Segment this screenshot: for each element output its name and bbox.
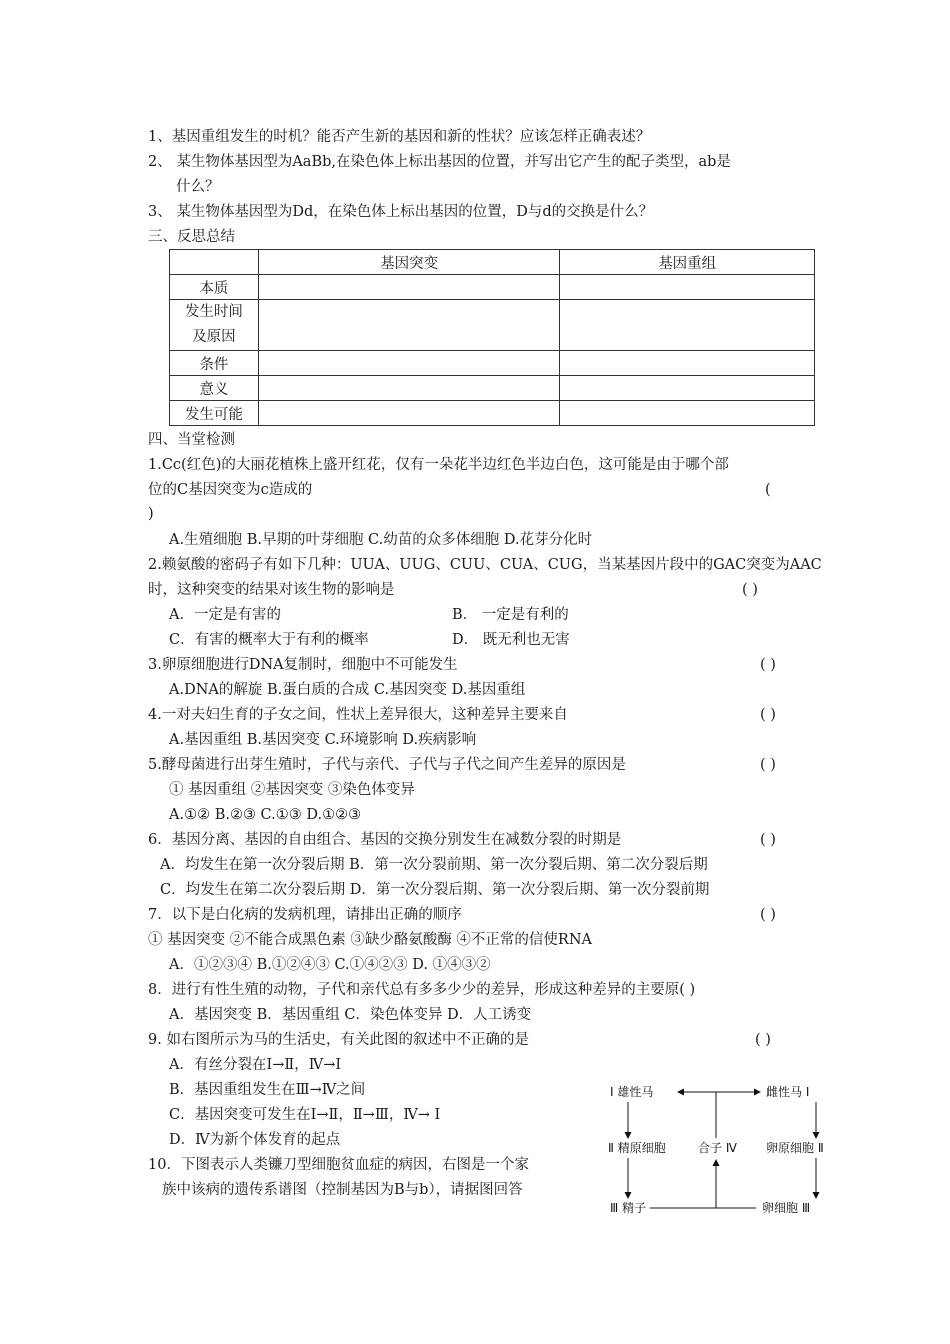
q7-stem: 7．以下是白化病的发病机理，请排出正确的顺序 <box>148 907 462 923</box>
table-header-recombination: 基因重组 <box>560 250 815 275</box>
answer-cell[interactable] <box>560 376 815 401</box>
answer-cell[interactable] <box>560 300 815 351</box>
q1-stem-line-1: 1.Cc(红色)的大丽花植株上盛开红花，仅有一朵花半边红色半边白色，这可能是由于哪个部 <box>148 457 729 473</box>
row-label: 发生可能 <box>170 401 259 426</box>
q1-stem-line-2: 位的C基因突变为c造成的 <box>148 482 313 498</box>
q9-option-b: B．基因重组发生在Ⅲ→Ⅳ之间 <box>169 1082 366 1098</box>
q4-stem: 4.一对夫妇生育的子女之间，性状上差异很大，这种差异主要来自 <box>148 707 568 723</box>
q2-option-b: B． 一定是有利的 <box>452 607 569 623</box>
table-row <box>170 376 815 401</box>
question-2-line-1: 2、 某生物体基因型为AaBb,在染色体上标出基因的位置，并写出它产生的配子类型，ab是 <box>148 154 731 170</box>
q5-stem: 5.酵母菌进行出芽生殖时，子代与亲代、子代与子代之间产生差异的原因是 <box>148 757 626 773</box>
node-spermatogonium: Ⅱ 精原细胞 <box>608 1141 666 1155</box>
q6-options-ab: A．均发生在第一次分裂后期 B．第一次分裂前期、第一次分裂后期、第二次分裂后期 <box>160 857 708 873</box>
q3-stem: 3.卵原细胞进行DNA复制时，细胞中不可能发生 <box>148 657 458 673</box>
q2-stem-line-1: 2.赖氨酸的密码子有如下几种：UUA、UUG、CUU、CUA、CUG，当某基因片段中的GAC突变为AAC <box>148 557 822 573</box>
q8-stem: 8．进行有性生殖的动物，子代和亲代总有多多少少的差异，形成这种差异的主要原( ) <box>148 982 696 998</box>
q2-option-d: D． 既无利也无害 <box>452 632 570 648</box>
row-label: 本质 <box>170 275 259 300</box>
q5-answer-bracket: ( ) <box>760 757 776 773</box>
node-female-horse: 雌性马 Ⅰ <box>766 1085 810 1099</box>
q4-options: A.基因重组 B.基因突变 C.环境影响 D.疾病影响 <box>169 732 477 748</box>
question-2-line-2: 什么？ <box>176 179 220 195</box>
table-row <box>170 275 815 300</box>
summary-table <box>169 249 815 426</box>
q2-option-c: C．有害的概率大于有利的概率 <box>169 632 369 648</box>
answer-cell[interactable] <box>560 351 815 376</box>
row-label <box>170 300 259 351</box>
q5-statements: ① 基因重组 ②基因突变 ③染色体变异 <box>169 782 415 798</box>
q8-options: A．基因突变 B．基因重组 C．染色体变异 D．人工诱变 <box>169 1007 532 1023</box>
q6-options-cd: C．均发生在第二次分裂后期 D．第一次分裂后期、第一次分裂后期、第一次分裂前期 <box>160 882 710 898</box>
question-1: 1、基因重组发生的时机？能否产生新的基因和新的性状？应该怎样正确表述？ <box>148 129 651 145</box>
answer-cell[interactable] <box>258 351 560 376</box>
question-3: 3、 某生物体基因型为Dd，在染色体上标出基因的位置，D与d的交换是什么？ <box>148 204 654 220</box>
table-header-mutation: 基因突变 <box>258 250 560 275</box>
q5-options: A.①② B.②③ C.①③ D.①②③ <box>169 807 362 823</box>
section-4-title: 四、当堂检测 <box>148 432 235 448</box>
q6-answer-bracket: ( ) <box>760 832 776 848</box>
q9-stem: 9. 如右图所示为马的生活史，有关此图的叙述中不正确的是 <box>148 1032 529 1048</box>
horse-life-cycle-diagram <box>606 1080 846 1220</box>
row-label-line-1: 发生时间 <box>184 304 243 320</box>
q4-answer-bracket: ( ) <box>760 707 776 723</box>
q1-answer-bracket-close: ) <box>148 506 154 522</box>
answer-cell[interactable] <box>560 401 815 426</box>
q1-options: A.生殖细胞 B.早期的叶芽细胞 C.幼苗的众多体细胞 D.花芽分化时 <box>169 532 593 548</box>
row-label: 条件 <box>170 351 259 376</box>
row-label-line-2: 及原因 <box>192 329 236 345</box>
table-row <box>170 300 815 351</box>
q9-option-d: D．Ⅳ为新个体发育的起点 <box>169 1132 341 1148</box>
q3-answer-bracket: ( ) <box>760 657 776 673</box>
q1-answer-bracket-open: ( <box>765 482 771 498</box>
q2-answer-bracket: ( ) <box>742 582 758 598</box>
q3-options: A.DNA的解旋 B.蛋白质的合成 C.基因突变 D.基因重组 <box>169 682 526 698</box>
q10-stem-line-1: 10．下图表示人类镰刀型细胞贫血症的病因，右图是一个家 <box>148 1157 529 1173</box>
q7-options: A．①②③④ B.①②④③ C.①④②③ D. ①④③② <box>169 957 491 973</box>
node-oogonium: 卵原细胞 Ⅱ <box>766 1141 824 1155</box>
answer-cell[interactable] <box>258 376 560 401</box>
q9-option-c: C．基因突变可发生在Ⅰ→Ⅱ，Ⅱ→Ⅲ，Ⅳ→ Ⅰ <box>169 1107 441 1123</box>
section-3-title: 三、反思总结 <box>148 229 235 245</box>
table-header-row <box>170 250 815 275</box>
q7-statements: ① 基因突变 ②不能合成黑色素 ③缺少酪氨酸酶 ④不正常的信使RNA <box>148 932 593 948</box>
q10-stem-line-2: 族中该病的遗传系谱图（控制基因为B与b），请据图回答 <box>162 1182 523 1198</box>
answer-cell[interactable] <box>258 300 560 351</box>
node-egg: 卵细胞 Ⅲ <box>762 1201 811 1215</box>
table-row <box>170 401 815 426</box>
q2-option-a: A．一定是有害的 <box>169 607 281 623</box>
row-label: 意义 <box>170 376 259 401</box>
q9-answer-bracket: ( ) <box>755 1032 771 1048</box>
answer-cell[interactable] <box>560 275 815 300</box>
q2-stem-line-2: 时，这种突变的结果对该生物的影响是 <box>148 582 395 598</box>
table-row <box>170 351 815 376</box>
q6-stem: 6．基因分离、基因的自由组合、基因的交换分别发生在减数分裂的时期是 <box>148 832 622 848</box>
node-male-horse: Ⅰ 雄性马 <box>610 1085 654 1099</box>
answer-cell[interactable] <box>258 275 560 300</box>
node-zygote: 合子 Ⅳ <box>698 1141 737 1155</box>
node-sperm: Ⅲ 精子 <box>610 1201 647 1215</box>
q7-answer-bracket: ( ) <box>760 907 776 923</box>
answer-cell[interactable] <box>258 401 560 426</box>
q9-option-a: A．有丝分裂在Ⅰ→Ⅱ，Ⅳ→Ⅰ <box>169 1057 342 1073</box>
table-header-corner <box>170 250 259 275</box>
